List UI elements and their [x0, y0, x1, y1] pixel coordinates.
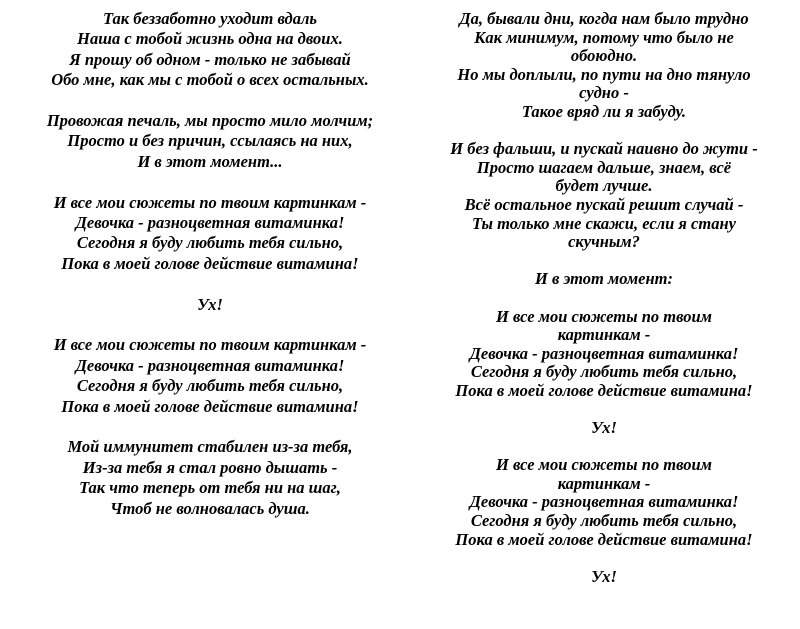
- lyric-line: скучным?: [568, 232, 640, 252]
- lyric-line: картинкам -: [557, 473, 651, 493]
- stanza: [8, 111, 412, 172]
- lyric-line: Ух!: [197, 294, 223, 314]
- lyric-line: И в этот момент...: [137, 151, 283, 171]
- lyric-line: Сегодня я буду любить тебя сильно,: [76, 233, 344, 253]
- lyric-line: Девочка - разноцветная витаминка!: [469, 492, 739, 512]
- stanza: [408, 419, 800, 438]
- stanza: [408, 10, 800, 122]
- lyric-line: И все мои сюжеты по твоим картинкам -: [53, 335, 367, 355]
- lyric-line: Провожая печаль, мы просто мило молчим;: [46, 111, 374, 131]
- lyric-line: Как минимум, потому что было не: [474, 27, 734, 47]
- lyric-line: Ух!: [591, 418, 617, 438]
- stanza: [8, 335, 412, 417]
- stanza: [408, 270, 800, 289]
- lyric-line: И без фальши, и пускай наивно до жути -: [450, 139, 758, 159]
- lyric-line: Такое вряд ли я забуду.: [521, 101, 687, 121]
- lyric-line: Пока в моей голове действие витамина!: [455, 529, 753, 549]
- lyrics-right-column: [408, 10, 800, 605]
- lyric-line: Из-за тебя я стал ровно дышать -: [82, 457, 338, 477]
- lyric-line: Девочка - разноцветная витаминка!: [75, 355, 345, 375]
- lyric-line: Мой иммунитет стабилен из-за тебя,: [67, 437, 353, 457]
- lyric-line: И в этот момент:: [535, 269, 673, 289]
- lyric-line: И все мои сюжеты по твоим: [496, 306, 712, 326]
- lyric-line: судно -: [579, 83, 629, 103]
- lyric-line: обоюдно.: [570, 46, 638, 66]
- lyric-line: Да, бывали дни, когда нам было трудно: [459, 9, 749, 28]
- lyric-line: Пока в моей голове действие витамина!: [455, 380, 753, 400]
- lyric-line: Обо мне, как мы с тобой о всех остальных.: [51, 70, 369, 90]
- stanza: [8, 295, 412, 315]
- lyric-line: Ух!: [591, 566, 617, 586]
- lyric-line: Просто и без причин, ссылаясь на них,: [67, 131, 353, 151]
- lyric-line: Так беззаботно уходит вдаль: [103, 9, 317, 28]
- lyric-line: Чтоб не волновалась душа.: [110, 498, 310, 518]
- stanza: [408, 140, 800, 252]
- lyric-line: будет лучше.: [555, 176, 653, 196]
- lyric-line: картинкам -: [557, 325, 651, 345]
- lyric-line: Я прошу об одном - только не забывай: [69, 49, 351, 69]
- stanza: [408, 308, 800, 401]
- stanza: [8, 9, 412, 91]
- lyric-line: Наша с тобой жизнь одна на двоих.: [77, 29, 343, 49]
- lyrics-left-column: [8, 9, 412, 539]
- lyric-line: Сегодня я буду любить тебя сильно,: [470, 362, 738, 382]
- stanza: [8, 437, 412, 519]
- lyric-line: Пока в моей голове действие витамина!: [61, 253, 359, 273]
- lyric-line: Девочка - разноцветная витаминка!: [469, 343, 739, 363]
- lyric-line: Всё остальное пускай решит случай -: [464, 194, 744, 214]
- stanza: [8, 193, 412, 275]
- lyric-line: Ты только мне скажи, если я стану: [472, 213, 736, 233]
- lyric-line: И все мои сюжеты по твоим картинкам -: [53, 192, 367, 212]
- stanza: [408, 456, 800, 549]
- lyric-line: Сегодня я буду любить тебя сильно,: [470, 511, 738, 531]
- lyric-line: Сегодня я буду любить тебя сильно,: [76, 376, 344, 396]
- lyric-line: Пока в моей голове действие витамина!: [61, 396, 359, 416]
- stanza: [408, 568, 800, 587]
- lyric-line: Но мы доплыли, по пути на дно тянуло: [457, 64, 751, 84]
- lyric-line: Так что теперь от тебя ни на шаг,: [79, 478, 341, 498]
- lyric-line: И все мои сюжеты по твоим: [496, 455, 712, 475]
- lyric-line: Просто шагаем дальше, знаем, всё: [476, 157, 732, 177]
- lyric-line: Девочка - разноцветная витаминка!: [75, 213, 345, 233]
